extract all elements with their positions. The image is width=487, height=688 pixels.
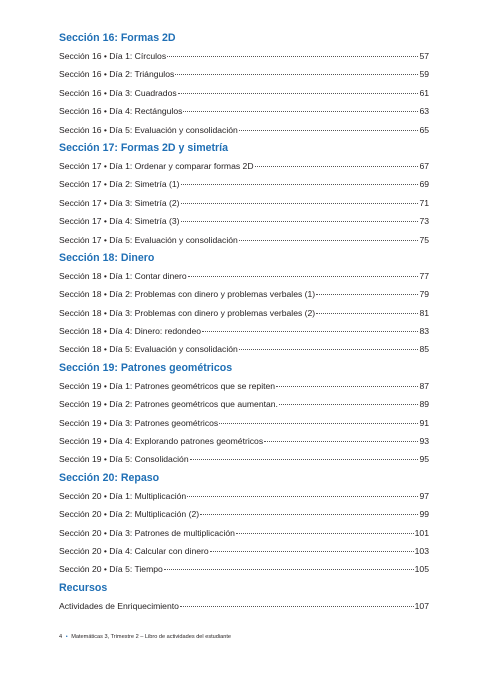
entry-title: Sección 16 • Día 3: Cuadrados [59, 87, 177, 98]
toc-section-recursos [59, 579, 429, 615]
entry-title: Sección 20 • Día 1: Multiplicación [59, 490, 187, 501]
entry-page-number: 81 [419, 307, 429, 318]
entry-title: Sección 16 • Día 1: Círculos [59, 51, 167, 61]
entry-title: Sección 18 • Día 4: Dinero: redondeo [59, 326, 202, 337]
toc-entry[interactable] [59, 285, 429, 303]
entry-title: Sección 16 • Día 5: Evaluación y consolidación [59, 124, 238, 135]
entry-title: Sección 19 • Día 5: Consolidación [59, 454, 189, 465]
entry-page-number: 105 [414, 564, 429, 575]
toc-entry[interactable] [59, 121, 429, 139]
toc-entry[interactable] [59, 267, 429, 285]
dot-leader [178, 93, 419, 94]
dot-leader [219, 423, 418, 424]
toc-entry[interactable] [59, 194, 429, 212]
toc-entry[interactable] [59, 597, 429, 615]
dot-leader [187, 496, 418, 497]
dot-leader [239, 240, 419, 241]
dot-leader [202, 331, 418, 332]
toc-section-17 [59, 139, 429, 249]
dot-leader [181, 184, 419, 185]
entry-title: Sección 18 • Día 3: Problemas con dinero y problemas verbales (2) [59, 307, 316, 318]
page-footer [59, 634, 231, 640]
entry-page-number: 67 [419, 160, 429, 171]
toc-section-16 [59, 29, 429, 139]
dot-leader [239, 130, 419, 131]
toc-entry[interactable] [59, 560, 429, 578]
dot-leader [276, 386, 418, 387]
entry-page-number: 97 [419, 490, 429, 501]
entry-title: Sección 20 • Día 5: Tiempo [59, 564, 163, 575]
entry-page-number: 91 [419, 417, 429, 428]
toc-entry[interactable] [59, 432, 429, 450]
entry-page-number: 57 [419, 51, 429, 61]
toc-entry[interactable] [59, 340, 429, 358]
entry-title: Sección 20 • Día 2: Multiplicación (2) [59, 509, 200, 520]
entry-title: Sección 16 • Día 2: Triángulos [59, 69, 175, 80]
dot-leader [236, 533, 414, 534]
entry-title: Sección 19 • Día 2: Patrones geométricos que aumentan. [59, 399, 278, 410]
entry-page-number: 85 [419, 344, 429, 355]
entry-page-number: 61 [419, 87, 429, 98]
entry-page-number: 65 [419, 124, 429, 135]
entry-page-number: 63 [419, 106, 429, 117]
entry-title: Sección 18 • Día 1: Contar dinero [59, 270, 187, 281]
entry-title: Sección 17 • Día 2: Simetría (1) [59, 179, 180, 190]
entry-title: Actividades de Enriquecimiento [59, 600, 179, 611]
entry-page-number: 87 [419, 380, 429, 391]
toc-entry[interactable] [59, 65, 429, 83]
entry-page-number: 83 [419, 326, 429, 337]
dot-leader [167, 56, 418, 57]
dot-leader [316, 313, 418, 314]
toc-entry[interactable] [59, 84, 429, 102]
entry-page-number: 77 [419, 270, 429, 281]
entry-title: Sección 18 • Día 2: Problemas con dinero y problemas verbales (1) [59, 289, 316, 300]
entry-title: Sección 17 • Día 3: Simetría (2) [59, 197, 180, 208]
toc-entry[interactable] [59, 505, 429, 523]
entry-title: Sección 17 • Día 4: Simetría (3) [59, 216, 180, 227]
toc-entry[interactable] [59, 487, 429, 505]
dot-leader [264, 441, 418, 442]
entry-page-number: 59 [419, 69, 429, 80]
dot-leader [239, 349, 419, 350]
footer-separator: • [65, 634, 68, 640]
footer-book-title: Matemáticas 3, Trimestre 2 – Libro de actividades del estudiante [71, 634, 232, 640]
toc-entry[interactable] [59, 157, 429, 175]
entry-page-number: 79 [419, 289, 429, 300]
toc-entry[interactable] [59, 395, 429, 413]
entry-page-number: 93 [419, 436, 429, 447]
dot-leader [190, 459, 419, 460]
dot-leader [180, 606, 414, 607]
toc-entry[interactable] [59, 542, 429, 560]
toc-entry[interactable] [59, 524, 429, 542]
dot-leader [200, 514, 418, 515]
entry-title: Sección 16 • Día 4: Rectángulos [59, 106, 183, 117]
toc-entry[interactable] [59, 212, 429, 230]
toc-entry[interactable] [59, 304, 429, 322]
entry-title: Sección 19 • Día 3: Patrones geométricos [59, 417, 219, 428]
dot-leader [316, 294, 418, 295]
toc-entry[interactable] [59, 414, 429, 432]
entry-title: Sección 19 • Día 1: Patrones geométricos que se repiten [59, 380, 276, 391]
entry-title: Sección 20 • Día 3: Patrones de multiplicación [59, 527, 235, 538]
entry-page-number: 73 [419, 216, 429, 227]
toc-entry[interactable] [59, 322, 429, 340]
toc-entry[interactable] [59, 377, 429, 395]
toc-entry[interactable] [59, 450, 429, 468]
entry-title: Sección 19 • Día 4: Explorando patrones geométricos [59, 436, 264, 447]
section-heading: Sección 17: Formas 2D y simetría [59, 141, 228, 154]
entry-title: Sección 20 • Día 4: Calcular con dinero [59, 545, 209, 556]
toc-entry[interactable] [59, 102, 429, 120]
toc-section-20 [59, 469, 429, 579]
dot-leader [164, 569, 414, 570]
toc-entry[interactable] [59, 47, 429, 65]
entry-title: Sección 17 • Día 5: Evaluación y consolidación [59, 234, 238, 245]
entry-page-number: 95 [419, 454, 429, 465]
section-heading: Sección 18: Dinero [59, 251, 155, 264]
section-heading: Sección 20: Repaso [59, 471, 160, 484]
entry-page-number: 69 [419, 179, 429, 190]
dot-leader [255, 166, 419, 167]
dot-leader [181, 221, 419, 222]
footer-page-number: 4 [59, 634, 63, 640]
toc-entry[interactable] [59, 231, 429, 249]
entry-page-number: 71 [419, 197, 429, 208]
section-heading: Sección 16: Formas 2D [59, 32, 176, 44]
entry-page-number: 99 [419, 509, 429, 520]
entry-title: Sección 17 • Día 1: Ordenar y comparar formas 2D [59, 160, 254, 171]
dot-leader [279, 404, 419, 405]
dot-leader [183, 111, 418, 112]
entry-title: Sección 18 • Día 5: Evaluación y consolidación [59, 344, 238, 355]
dot-leader [181, 203, 419, 204]
table-of-contents [59, 29, 429, 615]
dot-leader [188, 276, 419, 277]
section-heading: Recursos [59, 581, 108, 594]
entry-page-number: 89 [419, 399, 429, 410]
entry-page-number: 103 [414, 545, 429, 556]
section-heading: Sección 19: Patrones geométricos [59, 361, 233, 374]
entry-page-number: 107 [414, 600, 429, 611]
toc-entry[interactable] [59, 175, 429, 193]
toc-section-18 [59, 249, 429, 359]
entry-page-number: 101 [414, 527, 429, 538]
dot-leader [175, 74, 418, 75]
entry-page-number: 75 [419, 234, 429, 245]
toc-section-19 [59, 359, 429, 469]
dot-leader [210, 551, 414, 552]
